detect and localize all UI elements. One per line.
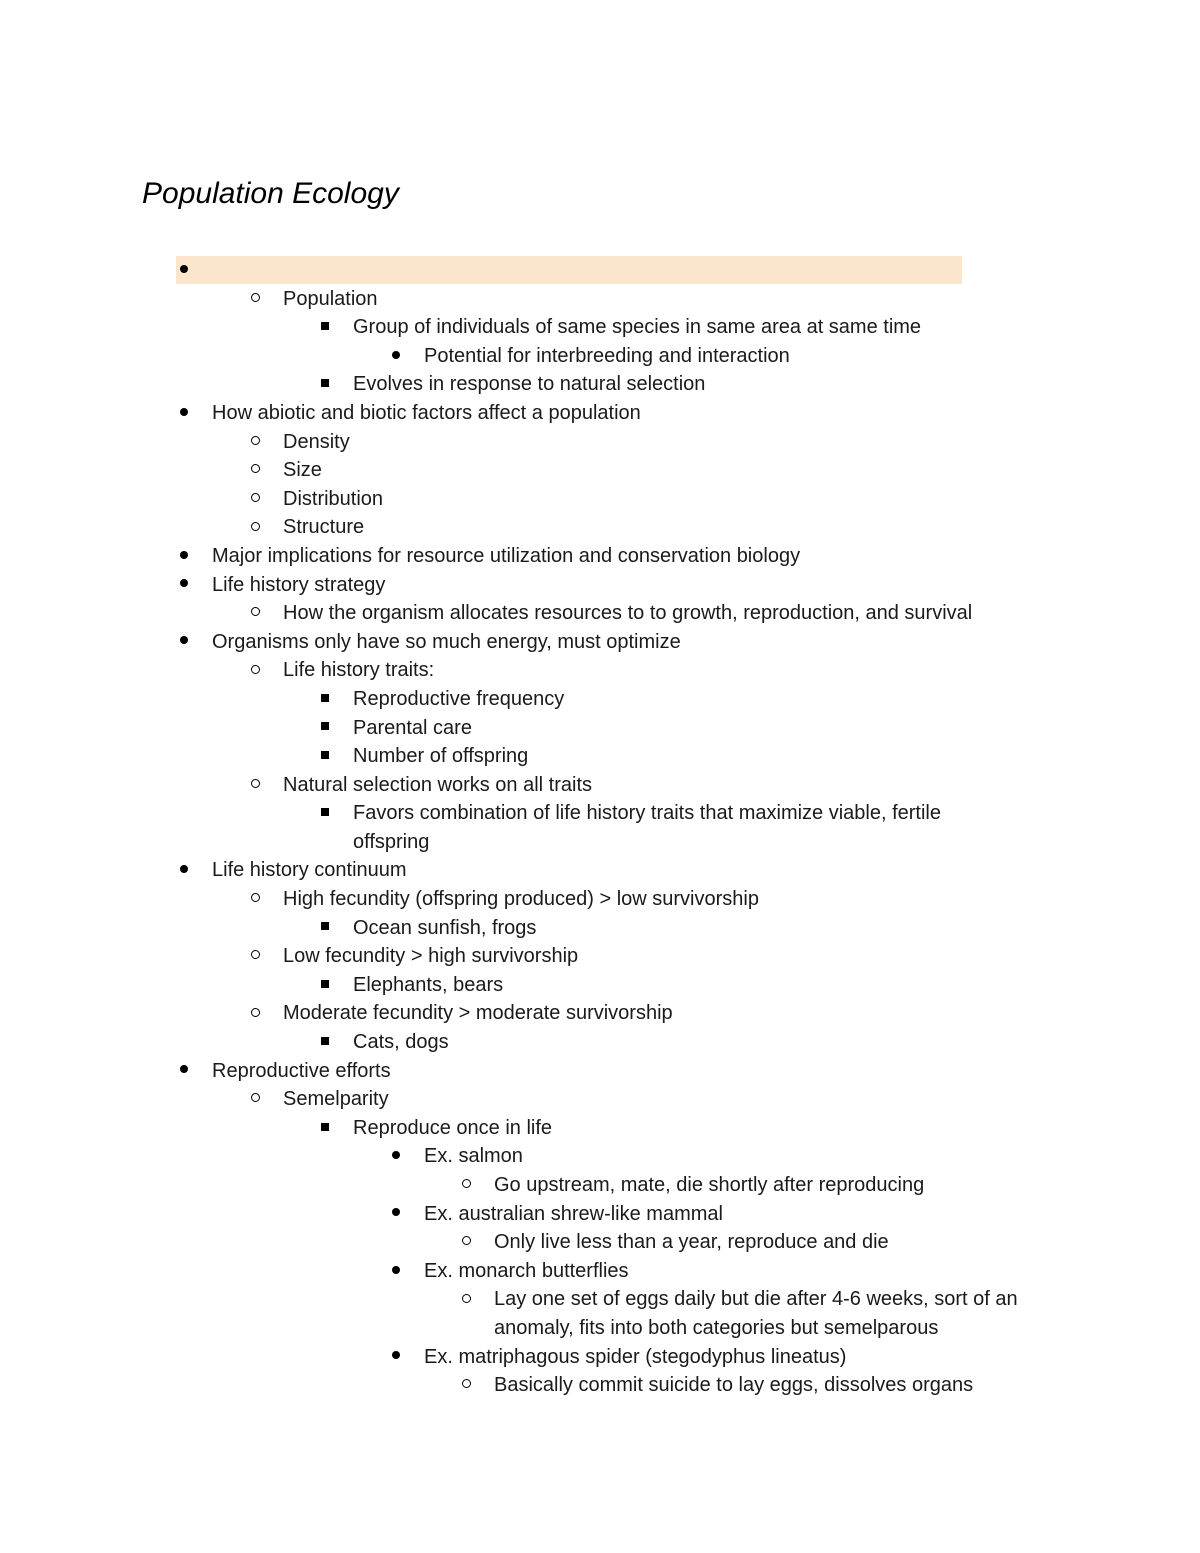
- filled-circle-bullet-icon: [386, 1257, 406, 1286]
- outline-item-text: How the organism allocates resources to to growth, reproduction, and survival: [283, 602, 973, 625]
- filled-square-bullet-icon: [315, 742, 335, 771]
- filled-circle-bullet-icon: [174, 571, 194, 600]
- outline-item: [0, 285, 1200, 314]
- outline-item: [0, 571, 1200, 600]
- outline-item-text: Only live less than a year, reproduce and die: [494, 1231, 889, 1254]
- outline-item: [0, 656, 1200, 685]
- outline-item: [0, 885, 1200, 914]
- filled-circle-bullet-icon: [174, 856, 194, 885]
- hollow-circle-bullet-icon: [245, 885, 265, 914]
- filled-circle-bullet-icon: [174, 1057, 194, 1086]
- filled-circle-bullet-icon: [174, 256, 194, 285]
- hollow-circle-bullet-icon: [245, 428, 265, 457]
- outline-item: [0, 799, 1200, 856]
- filled-circle-bullet-icon: [174, 399, 194, 428]
- outline-item-text: Moderate fecundity > moderate survivorship: [283, 1002, 673, 1025]
- outline-item: [0, 1257, 1200, 1286]
- outline-item-text: Basically commit suicide to lay eggs, dissolves organs: [494, 1374, 974, 1397]
- highlight-background: [176, 256, 962, 284]
- filled-circle-bullet-icon: [174, 542, 194, 571]
- outline-item-text: Cats, dogs: [353, 1031, 449, 1054]
- outline-item-text: Go upstream, mate, die shortly after reproducing: [494, 1174, 925, 1196]
- document-title: Population Ecology: [142, 177, 399, 210]
- outline-item: [0, 742, 1200, 771]
- filled-square-bullet-icon: [315, 1028, 335, 1057]
- outline-item-text: Ex. monarch butterflies: [424, 1259, 629, 1282]
- outline-item-text: Life history continuum: [212, 859, 407, 882]
- filled-circle-bullet-icon: [386, 1343, 406, 1372]
- hollow-circle-bullet-icon: [456, 1285, 476, 1314]
- outline-item: [0, 685, 1200, 714]
- filled-square-bullet-icon: [315, 1114, 335, 1143]
- hollow-circle-bullet-icon: [245, 1085, 265, 1114]
- outline-item-text: Life history traits:: [283, 659, 435, 682]
- outline-item: [0, 456, 1200, 485]
- outline-item-text: High fecundity (offspring produced) > low survivorship: [283, 888, 759, 911]
- outline-item: [0, 1285, 1200, 1342]
- hollow-circle-bullet-icon: [456, 1228, 476, 1257]
- hollow-circle-bullet-icon: [245, 513, 265, 542]
- outline-item-text: Major implications for resource utilization and conservation biology: [212, 544, 801, 567]
- outline-item-text: Life history strategy: [212, 573, 386, 596]
- outline-item: [0, 628, 1200, 657]
- filled-square-bullet-icon: [315, 914, 335, 943]
- filled-circle-bullet-icon: [174, 628, 194, 657]
- hollow-circle-bullet-icon: [245, 942, 265, 971]
- outline-item: [0, 542, 1200, 571]
- outline-item-text: Ex. matriphagous spider (stegodyphus lineatus): [424, 1345, 847, 1368]
- outline-item: [0, 1028, 1200, 1057]
- outline-item-text: Size: [283, 459, 322, 482]
- outline-item-text: Structure: [283, 516, 365, 539]
- outline-item: [0, 999, 1200, 1028]
- filled-square-bullet-icon: [315, 971, 335, 1000]
- outline-item: [0, 856, 1200, 885]
- outline-item: [0, 485, 1200, 514]
- hollow-circle-bullet-icon: [245, 485, 265, 514]
- outline-item: [0, 914, 1200, 943]
- outline-item-text: Potential for interbreeding and interaction: [424, 344, 790, 367]
- outline-item: [0, 1114, 1200, 1143]
- filled-circle-bullet-icon: [386, 342, 406, 371]
- outline-item-text: Semelparity: [283, 1088, 389, 1111]
- outline-item-text: Low fecundity > high survivorship: [283, 945, 579, 968]
- outline-item-text: Favors combination of life history traits that maximize viable, fertile offspring: [353, 802, 941, 853]
- outline-item: [0, 1142, 1200, 1171]
- outline-item-text: Organisms only have so much energy, must optimize: [212, 630, 681, 653]
- outline-item-text: Reproductive efforts: [212, 1059, 391, 1082]
- outline-item: [0, 1085, 1200, 1114]
- outline-item: [0, 1171, 1200, 1200]
- outline-item-text: Density: [283, 430, 350, 453]
- filled-square-bullet-icon: [315, 370, 335, 399]
- outline-item-text: Ex. australian shrew-like mammal: [424, 1202, 723, 1225]
- outline-item: [0, 971, 1200, 1000]
- outline-item: [0, 513, 1200, 542]
- hollow-circle-bullet-icon: [245, 771, 265, 800]
- outline-item-text: Population: [283, 287, 378, 310]
- outline-item-text: Lay one set of eggs daily but die after 4-6 weeks, sort of an anomaly, fits into both categories but semelparous: [494, 1288, 1018, 1339]
- outline-item: [0, 1200, 1200, 1229]
- outline-item: [0, 1057, 1200, 1086]
- outline-item: [0, 1228, 1200, 1257]
- bullet-outline: [0, 256, 1200, 1400]
- filled-square-bullet-icon: [315, 685, 335, 714]
- outline-item-text: Parental care: [353, 716, 472, 739]
- hollow-circle-bullet-icon: [245, 456, 265, 485]
- outline-item: [0, 428, 1200, 457]
- outline-item-text: Reproductive frequency: [353, 687, 565, 710]
- outline-item-text: How abiotic and biotic factors affect a population: [212, 401, 641, 424]
- outline-item: [0, 942, 1200, 971]
- outline-item-text: Group of individuals of same species in same area at same time: [353, 316, 922, 339]
- outline-item-text: Evolves in response to natural selection: [353, 373, 706, 396]
- hollow-circle-bullet-icon: [245, 285, 265, 314]
- hollow-circle-bullet-icon: [245, 999, 265, 1028]
- outline-item-text: Reproduce once in life: [353, 1116, 553, 1139]
- filled-circle-bullet-icon: [386, 1142, 406, 1171]
- outline-item: [0, 714, 1200, 743]
- outline-item: [0, 313, 1200, 342]
- outline-item-text: Natural selection works on all traits: [283, 773, 593, 796]
- filled-circle-bullet-icon: [386, 1200, 406, 1229]
- outline-item: [0, 1371, 1200, 1400]
- outline-item: [0, 342, 1200, 371]
- outline-item-text: Elephants, bears: [353, 973, 504, 996]
- outline-item: [0, 399, 1200, 428]
- outline-item: [0, 599, 1200, 628]
- filled-square-bullet-icon: [315, 714, 335, 743]
- outline-item-text: Distribution: [283, 487, 384, 510]
- outline-item-text: Ocean sunfish, frogs: [353, 916, 537, 939]
- hollow-circle-bullet-icon: [245, 656, 265, 685]
- outline-item: [0, 370, 1200, 399]
- hollow-circle-bullet-icon: [456, 1171, 476, 1200]
- outline-item: [0, 771, 1200, 800]
- outline-item: [0, 256, 1200, 285]
- hollow-circle-bullet-icon: [456, 1371, 476, 1400]
- filled-square-bullet-icon: [315, 799, 335, 828]
- hollow-circle-bullet-icon: [245, 599, 265, 628]
- filled-square-bullet-icon: [315, 313, 335, 342]
- outline-item: [0, 1343, 1200, 1372]
- outline-item-text: Ex. salmon: [424, 1145, 523, 1168]
- outline-item-text: Number of offspring: [353, 745, 529, 768]
